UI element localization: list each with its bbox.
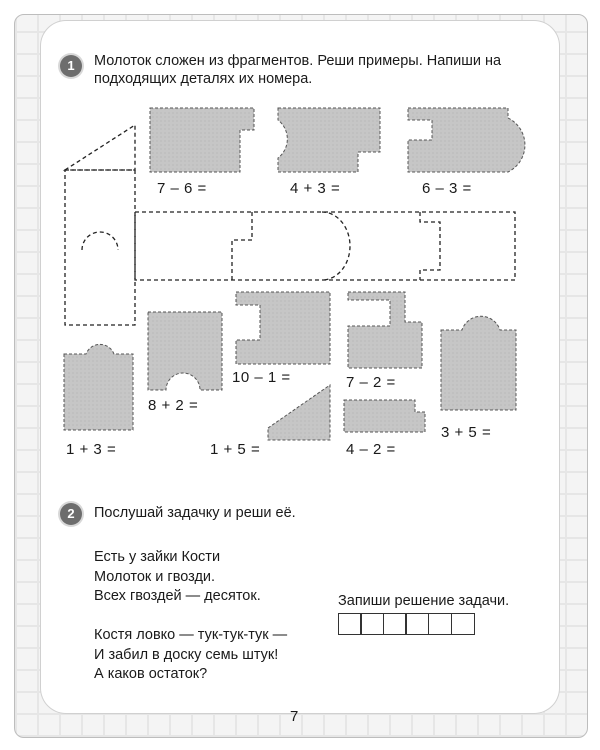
task-2-instruction: Послушай задачку и реши её. bbox=[94, 505, 296, 521]
task-1-instruction-line-2: подходящих деталях их номера. bbox=[94, 71, 313, 87]
task-2-badge: 2 bbox=[60, 503, 82, 525]
answer-cell[interactable] bbox=[405, 613, 429, 635]
poem-line: Всех гвоздей — десяток. bbox=[94, 588, 261, 604]
piece-4-minus-2 bbox=[344, 400, 425, 432]
hammer-claw-outline bbox=[65, 170, 135, 325]
poem-line: И забил в доску семь штук! bbox=[94, 646, 279, 663]
example-7-minus-2: 7 – 2 = bbox=[346, 374, 396, 391]
piece-3-plus-5 bbox=[441, 316, 516, 410]
answer-cell[interactable] bbox=[360, 613, 384, 635]
hammer-handle-joints bbox=[232, 212, 440, 280]
poem-line: Костя ловко — тук-тук-тук — bbox=[94, 627, 288, 643]
piece-10-minus-1 bbox=[236, 292, 330, 364]
example-8-plus-2: 8 + 2 = bbox=[148, 397, 199, 414]
example-3-plus-5: 3 + 5 = bbox=[441, 424, 492, 441]
answer-cell[interactable] bbox=[338, 613, 362, 635]
piece-6-minus-3 bbox=[408, 108, 525, 172]
poem-line: Молоток и гвозди. bbox=[94, 568, 216, 585]
poem-line: Есть у зайки Кости bbox=[94, 549, 221, 565]
example-4-minus-2: 4 – 2 = bbox=[346, 441, 396, 458]
page-number: 7 bbox=[290, 708, 299, 725]
poem-line: А каков остаток? bbox=[94, 666, 208, 682]
answer-label: Запиши решение задачи. bbox=[338, 593, 510, 609]
piece-1-plus-5 bbox=[268, 385, 330, 440]
example-7-minus-6: 7 – 6 = bbox=[157, 180, 207, 197]
piece-7-minus-2 bbox=[348, 292, 422, 368]
example-10-minus-1: 10 – 1 = bbox=[232, 369, 291, 386]
example-1-plus-5: 1 + 5 = bbox=[210, 441, 261, 458]
hammer-handle-outline bbox=[135, 212, 515, 280]
answer-cell[interactable] bbox=[451, 613, 475, 635]
piece-8-plus-2 bbox=[148, 312, 222, 390]
task-1-instruction-line-1: Молоток сложен из фрагментов. Реши примеры. Напиши на bbox=[94, 53, 502, 69]
answer-cells bbox=[339, 613, 475, 635]
hammer-head-outline bbox=[65, 125, 135, 170]
piece-1-plus-3 bbox=[64, 344, 133, 430]
answer-cell[interactable] bbox=[383, 613, 407, 635]
poem bbox=[94, 548, 287, 685]
piece-7-minus-6 bbox=[150, 108, 254, 172]
task-1-instruction bbox=[94, 52, 501, 88]
piece-4-plus-3 bbox=[278, 108, 380, 172]
poem-line bbox=[94, 607, 287, 627]
example-4-plus-3: 4 + 3 = bbox=[290, 180, 341, 197]
example-1-plus-3: 1 + 3 = bbox=[66, 441, 117, 458]
task-1-badge: 1 bbox=[60, 55, 82, 77]
answer-cell[interactable] bbox=[428, 613, 452, 635]
example-6-minus-3: 6 – 3 = bbox=[422, 180, 472, 197]
